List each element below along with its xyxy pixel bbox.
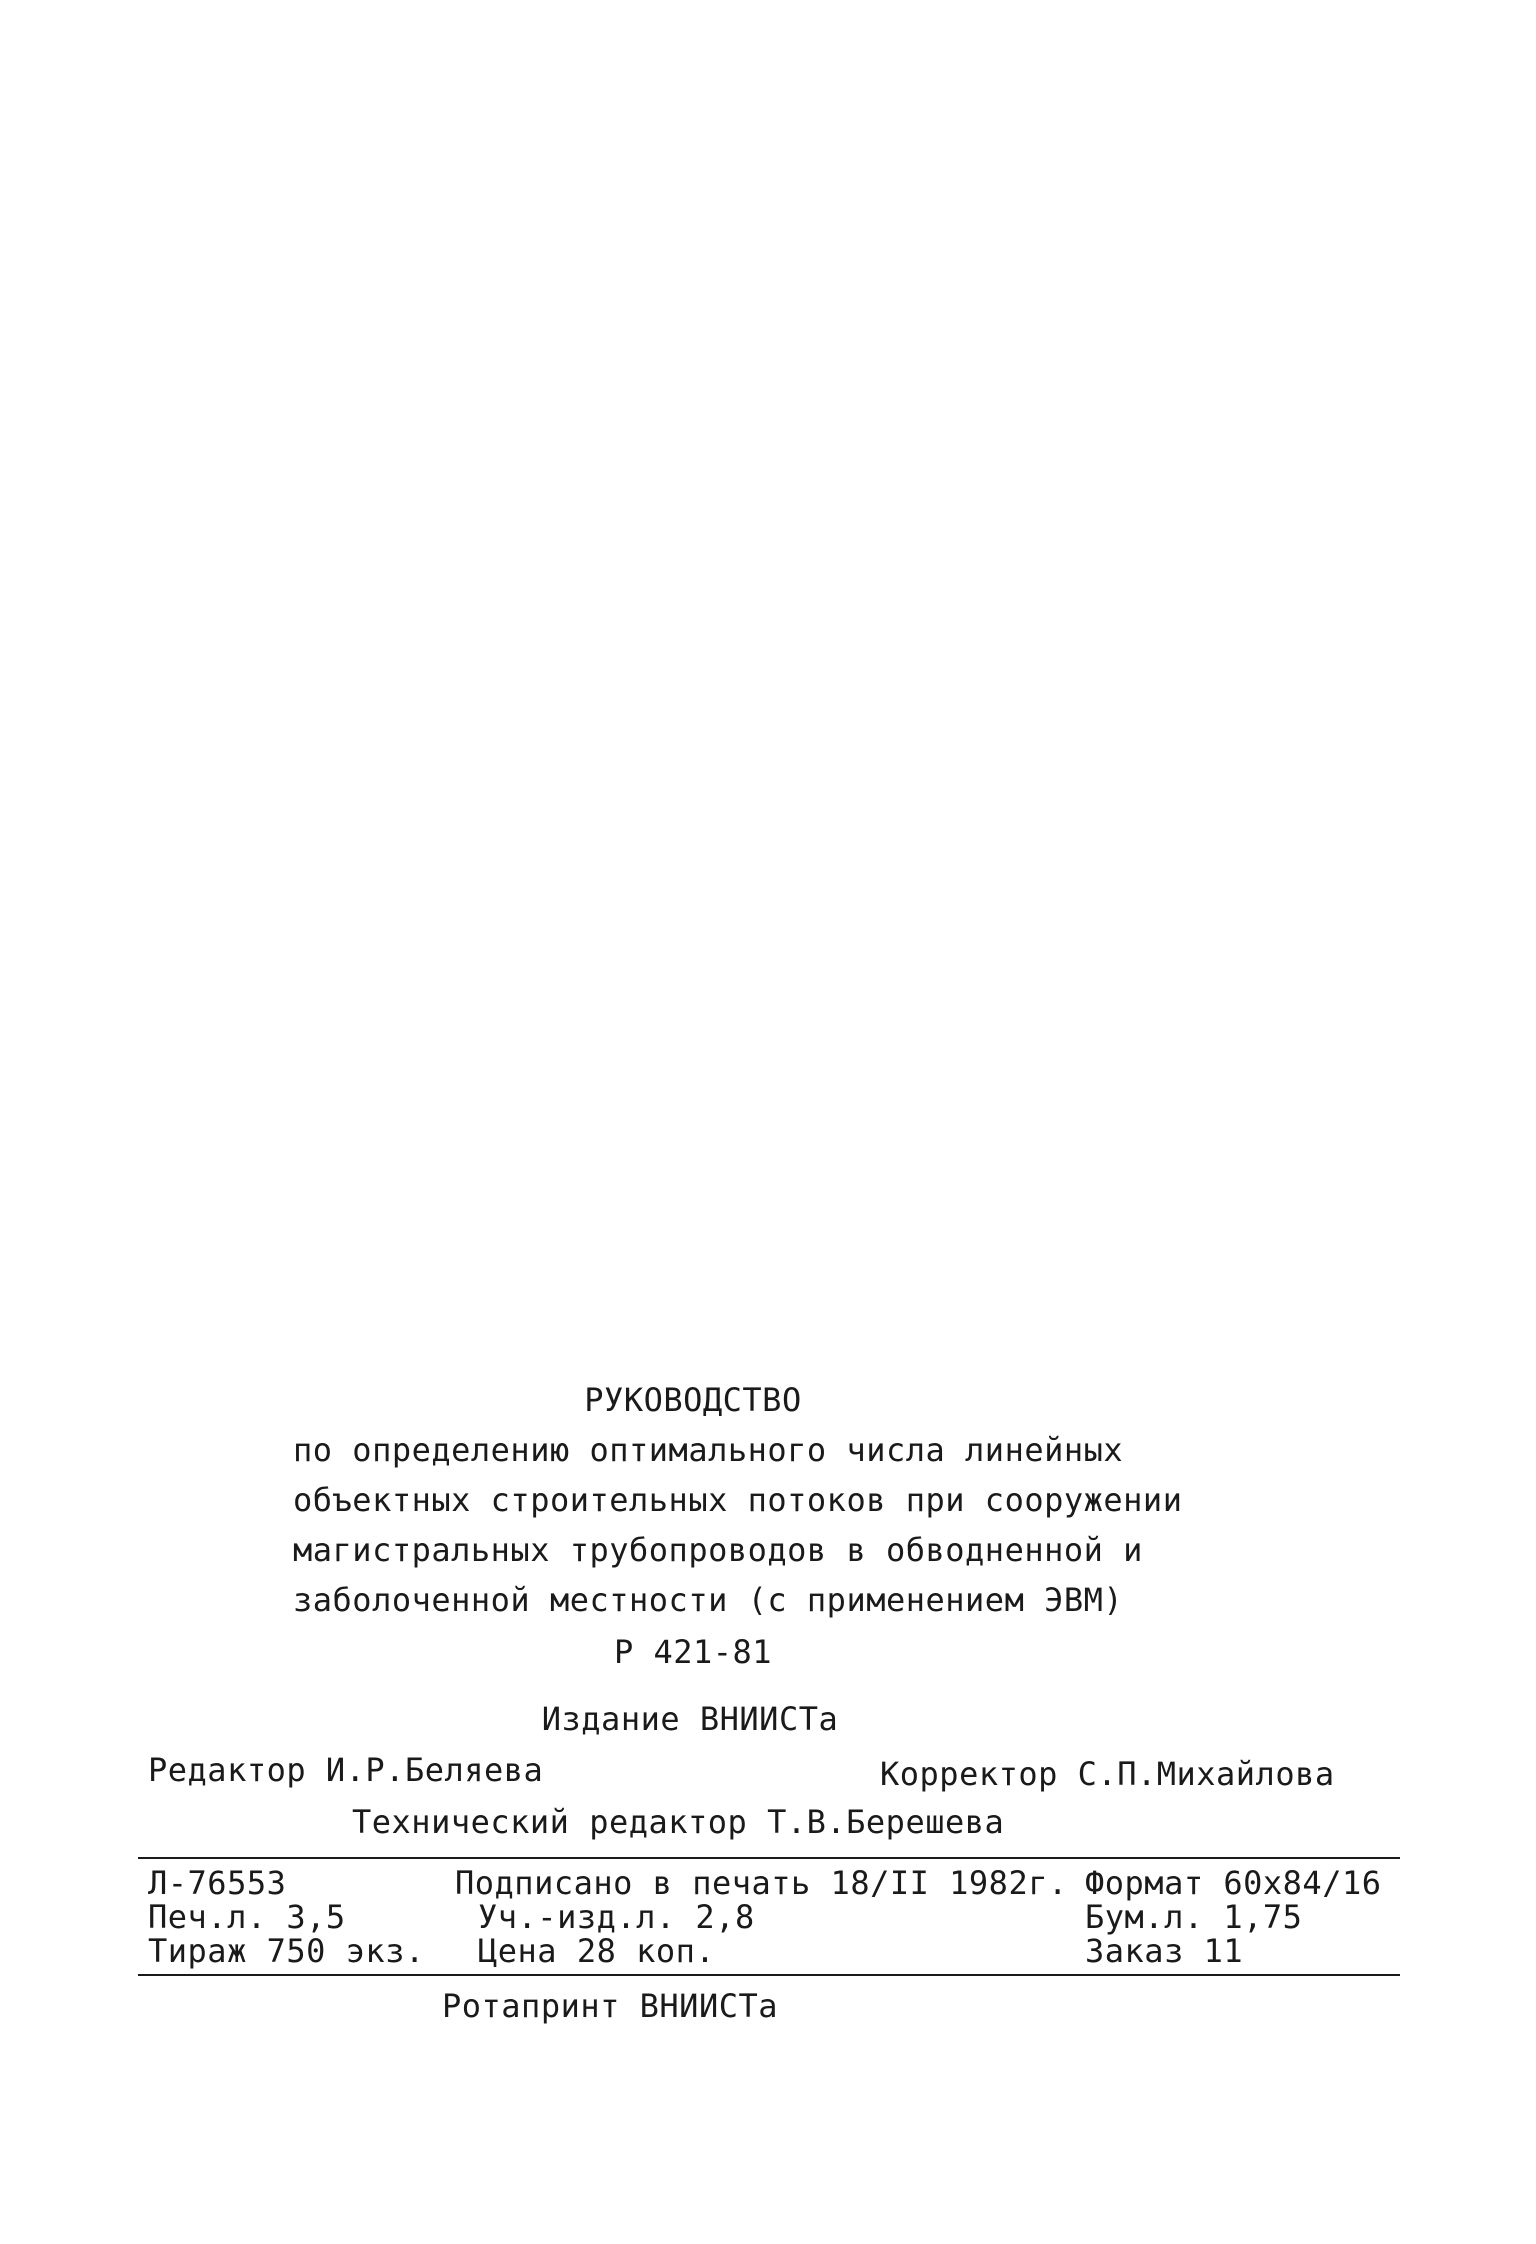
- printer-line: Ротапринт ВНИИСТа: [441, 1987, 779, 2025]
- imprint-order-no: Л-76553: [148, 1864, 287, 1902]
- subtitle-line-2: объектных строительных потоков при сооружении: [293, 1481, 1183, 1519]
- imprint-bottom-rule: [138, 1974, 1400, 1976]
- imprint-copies: Тираж 750 экз.: [148, 1932, 425, 1970]
- tech-editor-credit: Технический редактор Т.В.Берешева: [352, 1803, 1005, 1841]
- imprint-pub-sheets: Уч.-изд.л. 2,8: [478, 1898, 755, 1936]
- editor-credit: Редактор И.Р.Беляева: [148, 1751, 544, 1789]
- document-title: РУКОВОДСТВО: [584, 1381, 802, 1419]
- imprint-order: Заказ 11: [1085, 1932, 1244, 1970]
- document-code: Р 421-81: [613, 1633, 773, 1671]
- imprint-format: Формат 60х84/16: [1085, 1864, 1382, 1902]
- imprint-paper-sheets: Бум.л. 1,75: [1085, 1898, 1303, 1936]
- imprint-print-sheets: Печ.л. 3,5: [148, 1898, 346, 1936]
- corrector-credit: Корректор С.П.Михайлова: [880, 1755, 1335, 1793]
- imprint-top-rule: [138, 1857, 1400, 1859]
- edition-line: Издание ВНИИСТа: [541, 1700, 839, 1738]
- imprint-signed: Подписано в печать 18/II 1982г.: [455, 1864, 1068, 1902]
- imprint-price: Цена 28 коп.: [478, 1932, 716, 1970]
- subtitle-line-3: магистральных трубопроводов в обводненной и: [293, 1531, 1143, 1569]
- subtitle-line-4: заболоченной местности (с применением ЭВМ): [293, 1581, 1124, 1619]
- subtitle-line-1: по определению оптимального числа линейных: [293, 1431, 1124, 1469]
